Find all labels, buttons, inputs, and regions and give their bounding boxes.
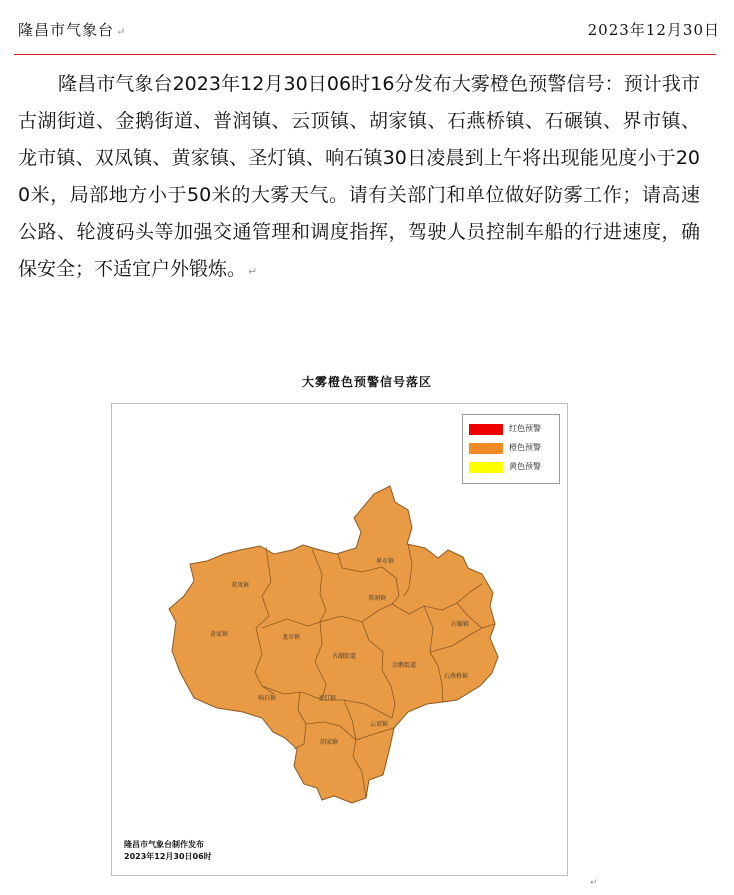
region-label-yunding: 云顶镇 [370,721,389,728]
county-outline [169,486,498,803]
legend-label-red: 红色预警 [509,424,541,433]
publisher-name: 隆昌市气象台制作发布 [124,840,204,849]
region-label-jieshi: 界市镇 [376,558,395,565]
footer-return-mark: ↵ [590,878,598,888]
region-label-guhu: 古湖街道 [332,653,357,660]
legend-label-yellow: 黄色预警 [509,462,541,471]
region-label-shuangfeng: 双凤镇 [231,582,250,589]
map-legend [462,414,560,484]
legend-swatch-yellow [469,462,503,473]
warning-map [111,403,568,876]
region-label-xiangshi: 响石镇 [258,695,277,702]
header-divider [14,54,716,55]
map-publisher-note [124,839,212,863]
warning-paragraph [18,66,700,290]
region-label-shengdeng: 圣灯镇 [318,695,337,702]
paragraph-return-mark: ↵ [248,265,258,278]
region-label-jine: 金鹅街道 [392,662,417,669]
header-date: 2023年12月30日 [587,21,720,39]
region-label-shinian: 石碾镇 [451,621,470,628]
document-header [0,0,734,54]
legend-label-orange: 橙色预警 [509,443,541,452]
map-title: 大雾橙色预警信号落区 [301,375,432,389]
legend-swatch-orange [469,443,503,454]
region-label-purun: 普润镇 [368,595,387,602]
header-org [18,19,126,40]
region-label-shiyanqiao: 石燕桥镇 [444,673,469,680]
header-org-text: 隆昌市气象台 [18,21,115,39]
publish-time: 2023年12月30日06时 [124,852,212,861]
return-mark: ↵ [116,25,127,38]
legend-swatch-red [469,424,503,435]
warning-text: 隆昌市气象台2023年12月30日06时16分发布大雾橙色预警信号：预计我市古湖街道、金鹅街道、普润镇、云顶镇、胡家镇、石燕桥镇、石碾镇、界市镇、龙市镇、双凤镇、黄家镇、圣灯镇、响石镇30日凌晨到上午将出现能见度小于200米，局部地方小于50米的大雾天气。请有关部门和单位做好防雾工作；请高速公路、轮渡码头等加强交通管理和调度指挥，驾驶人员控制车船的行进速度，确保安全；不适宜户外锻炼。 [18,73,700,280]
region-label-longshi: 龙市镇 [282,634,301,641]
region-label-huangjia: 黄家镇 [210,631,229,638]
region-label-hujia: 胡家镇 [320,739,339,746]
